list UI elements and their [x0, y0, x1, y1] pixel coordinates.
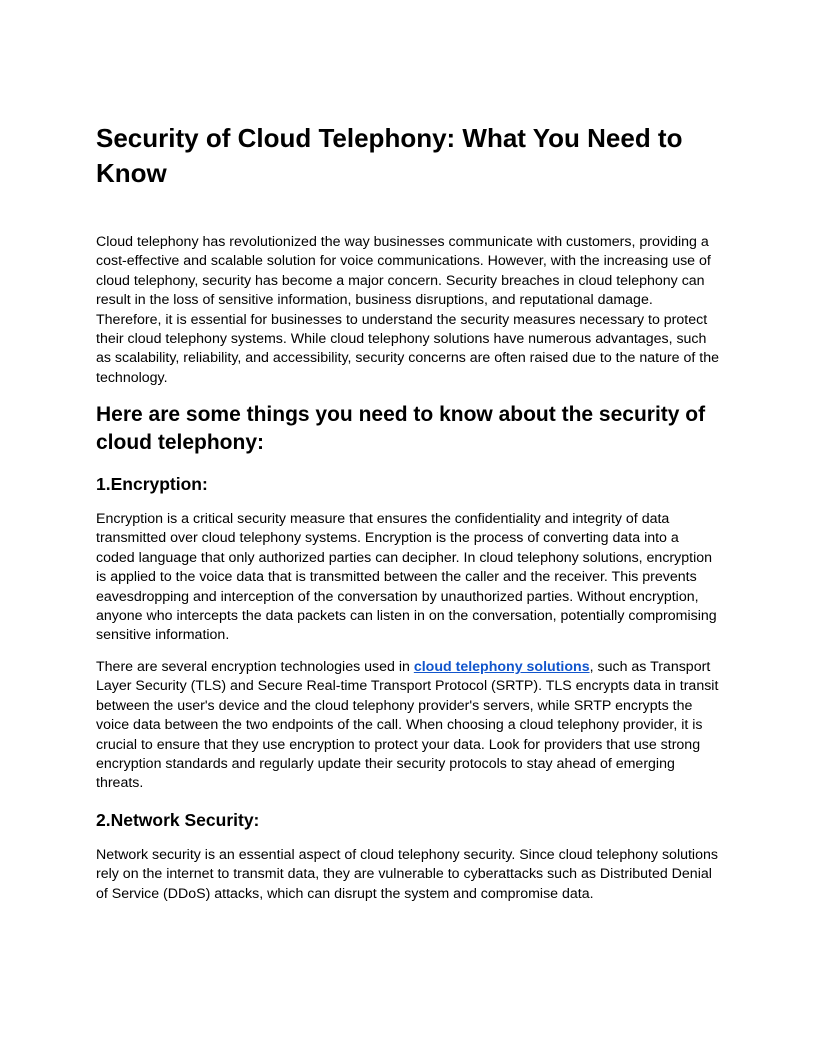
intro-paragraph: Cloud telephony has revolutionized the way businesses communicate with customers, providing a cost-effective and scalable solution for voice communications. However, with the increasing use of cloud telephony, security has become a major concern. Security breaches in cloud telephony can result in the loss of sensitive information, business disruptions, and reputational damage. Therefore, it is essential for businesses to understand the security measures necessary to protect their cloud telephony systems. While cloud telephony solutions have numerous advantages, such as scalability, reliability, and accessibility, security concerns are often raised due to the nature of the technology.: [96, 234, 719, 386]
network-security-paragraph-1: Network security is an essential aspect of cloud telephony security. Since cloud telephony solutions rely on the internet to transmit data, they are vulnerable to cyberattacks such as Distributed Denial of Service (DDoS) attacks, which can disrupt the system and compromise data.: [96, 847, 718, 902]
section-heading: Here are some things you need to know about the security of cloud telephony:: [96, 403, 706, 454]
encryption-paragraph-1: Encryption is a critical security measure that ensures the confidentiality and integrity of data transmitted over cloud telephony systems. Encryption is the process of converting data into a coded language that only authorized parties can decipher. In cloud telephony solutions, encryption is applied to the voice data that is transmitted between the caller and the receiver. This prevents eavesdropping and interception of the conversation by unauthorized parties. Without encryption, anyone who intercepts the data packets can listen in on the conversation, potentially compromising sensitive information.: [96, 511, 717, 644]
encryption-paragraph-2-start: There are several encryption technologies used in: [96, 659, 414, 675]
network-security-heading: 2.Network Security:: [96, 810, 260, 830]
encryption-paragraph-2: [96, 658, 720, 794]
encryption-paragraph-2-end: , such as Transport Layer Security (TLS) and Secure Real-time Transport Protocol (SRTP). TLS encrypts data in transit between the user's device and the cloud telephony provider's servers, while SRTP encrypts the voice data between the two endpoints of the call. When choosing a cloud telephony provider, it is crucial to ensure that they use encryption to protect your data. Look for providers that use strong encryption standards and regularly update their security protocols to stay ahead of emerging threats.: [96, 659, 719, 792]
cloud-telephony-solutions-link[interactable]: cloud telephony solutions: [413, 659, 590, 675]
page-title: Security of Cloud Telephony: What You Need to Know: [96, 123, 683, 188]
encryption-heading: 1.Encryption:: [96, 474, 208, 494]
